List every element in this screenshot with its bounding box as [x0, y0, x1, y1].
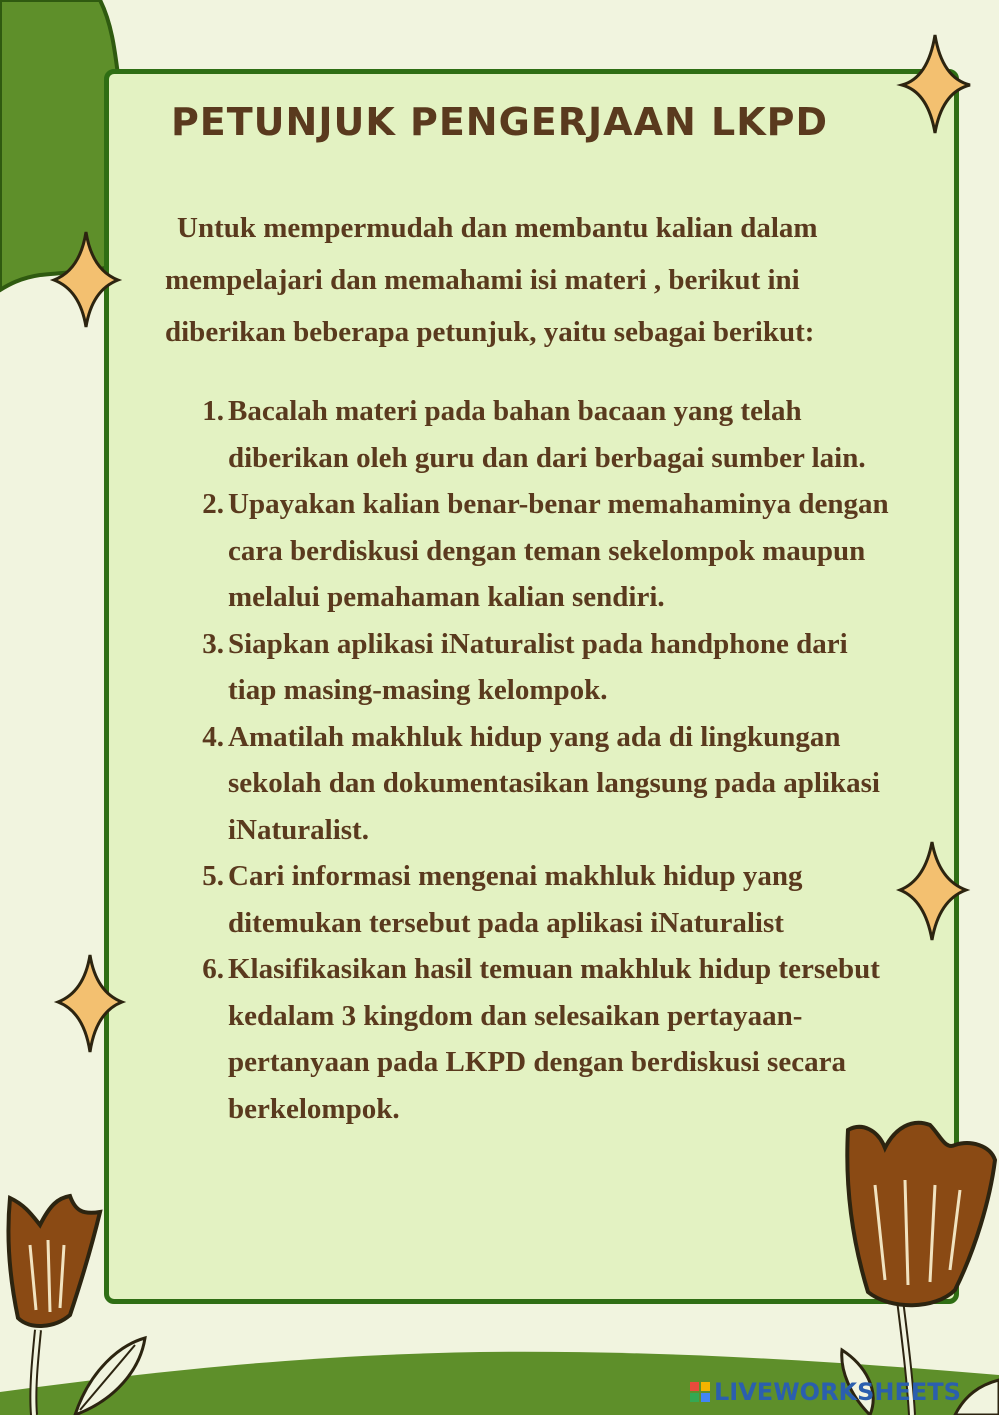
list-number: 5. [202, 860, 224, 892]
list-text: Amatilah makhluk hidup yang ada di lingkungan sekolah dan dokumentasikan langsung pada aplikasi iNaturalist. [228, 720, 880, 846]
list-text: Bacalah materi pada bahan bacaan yang telah diberikan oleh guru dan dari berbagai sumber lain. [228, 395, 866, 474]
liveworksheets-logo-icon [690, 1382, 710, 1402]
list-item [190, 621, 900, 714]
sparkle-star-icon [58, 955, 122, 1052]
list-text: Klasifikasikan hasil temuan makhluk hidup tersebut kedalam 3 kingdom dan selesaikan pertayaan-pertanyaan pada LKPD dengan berdiskusi secara berkelompok. [228, 953, 880, 1125]
list-item [190, 946, 900, 1132]
liveworksheets-watermark[interactable] [690, 1378, 961, 1406]
sparkle-star-icon [900, 842, 966, 940]
list-item [190, 714, 900, 854]
list-text: Upayakan kalian benar-benar memahaminya dengan cara berdiskusi dengan teman sekelompok maupun melalui pemahaman kalian sendiri. [228, 488, 889, 613]
list-item [190, 481, 900, 621]
watermark-text: LIVEWORKSHEETS [714, 1378, 961, 1406]
list-item [190, 388, 900, 481]
list-number: 1. [202, 395, 224, 427]
page-title: PETUNJUK PENGERJAAN LKPD [170, 100, 829, 144]
intro-paragraph: Untuk mempermudah dan membantu kalian dalam mempelajari dan memahami isi materi , berikut ini diberikan beberapa petunjuk, yaitu sebagai berikut: [165, 212, 818, 348]
list-number: 6. [202, 953, 224, 985]
list-number: 4. [202, 720, 224, 753]
list-number: 2. [202, 488, 224, 520]
right-flower-icon [842, 1123, 999, 1415]
sparkle-star-icon [54, 232, 118, 327]
list-number: 3. [202, 627, 224, 660]
list-item [190, 853, 900, 946]
list-text: Cari informasi mengenai makhluk hidup yang ditemukan tersebut pada aplikasi iNaturalist [228, 860, 803, 939]
instruction-list [190, 388, 900, 1132]
list-text: Siapkan aplikasi iNaturalist pada handphone dari tiap masing-masing kelompok. [228, 627, 848, 706]
left-flower-icon [8, 1196, 145, 1415]
